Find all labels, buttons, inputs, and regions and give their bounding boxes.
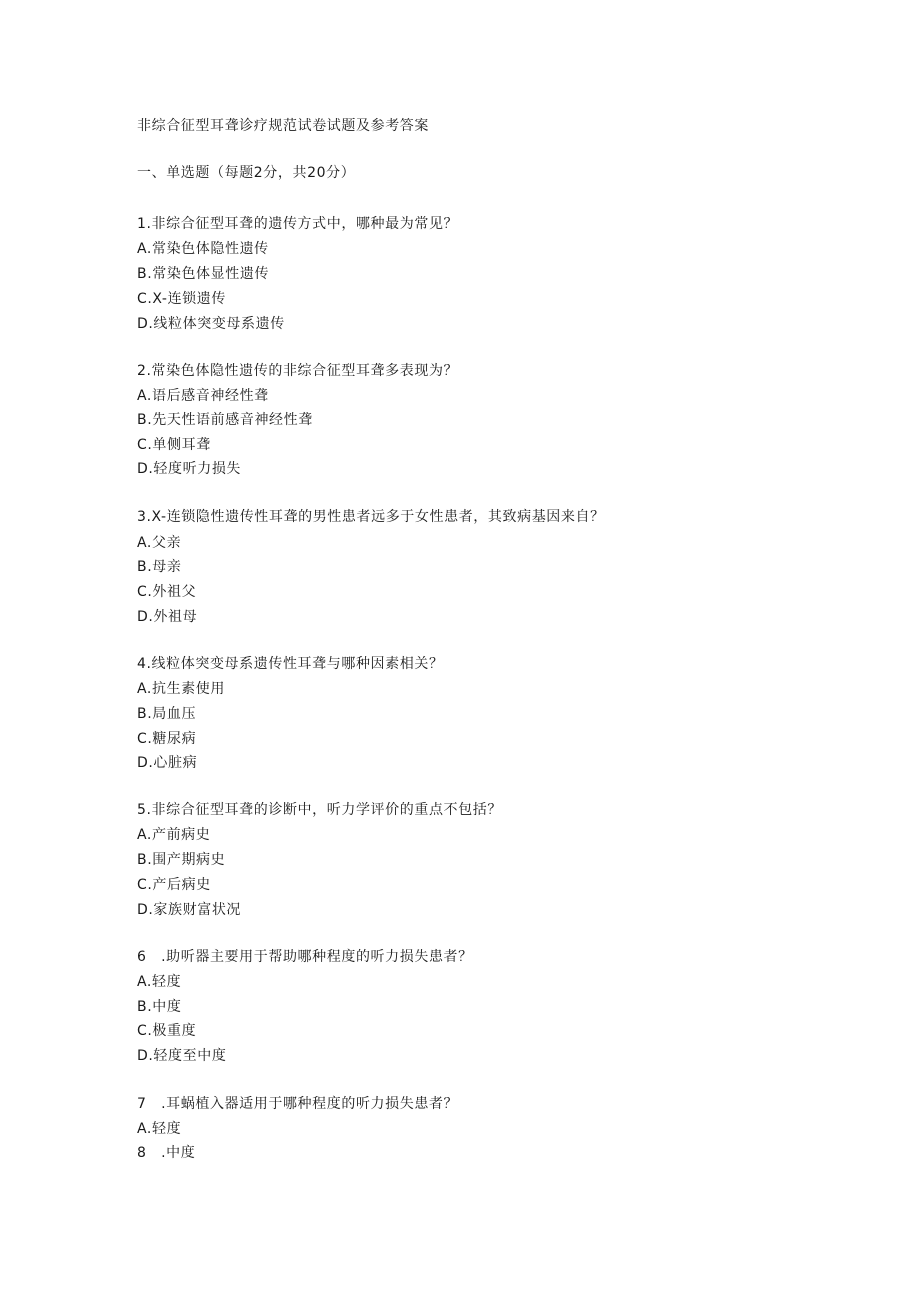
question-4-option-b: B.局血压 — [137, 706, 197, 722]
question-6-option-d: D.轻度至中度 — [137, 1048, 227, 1064]
question-3-option-a: A.父亲 — [137, 535, 182, 551]
question-1-stem: 1.非综合征型耳聋的遗传方式中，哪种最为常见？ — [137, 216, 459, 232]
question-2-option-c: C.单侧耳聋 — [137, 437, 211, 453]
document-title: 非综合征型耳聋诊疗规范试卷试题及参考答案 — [137, 118, 429, 134]
question-4-option-d: D.心脏病 — [137, 755, 198, 771]
question-3-stem: 3.X-连锁隐性遗传性耳聋的男性患者远多于女性患者，其致病基因来自？ — [137, 509, 605, 525]
question-5-option-b: B.围产期病史 — [137, 852, 226, 868]
question-6-option-c: C.极重度 — [137, 1023, 197, 1039]
question-1-option-b: B.常染色体显性遗传 — [137, 266, 270, 282]
question-5-option-a: A.产前病史 — [137, 827, 211, 843]
question-3-option-c: C.外祖父 — [137, 584, 197, 600]
question-4-option-a: A.抗生素使用 — [137, 681, 225, 697]
question-1-option-d: D.线粒体突变母系遗传 — [137, 316, 285, 332]
question-6-stem: 6 .助听器主要用于帮助哪种程度的听力损失患者？ — [137, 949, 473, 965]
question-4-stem: 4.线粒体突变母系遗传性耳聋与哪种因素相关？ — [137, 656, 444, 672]
question-6-option-b: B.中度 — [137, 999, 182, 1015]
question-2-option-b: B.先天性语前感音神经性聋 — [137, 412, 313, 428]
question-3-option-d: D.外祖母 — [137, 609, 198, 625]
section-heading: 一、单选题（每题2分，共20分） — [137, 165, 356, 181]
question-1-option-c: C.X-连锁遗传 — [137, 291, 226, 307]
question-7-option-a: A.轻度 — [137, 1121, 182, 1137]
question-5-option-d: D.家族财富状况 — [137, 902, 242, 918]
question-2-stem: 2.常染色体隐性遗传的非综合征型耳聋多表现为？ — [137, 363, 459, 379]
question-7-option-b: 8 .中度 — [137, 1145, 196, 1161]
question-5-stem: 5.非综合征型耳聋的诊断中，听力学评价的重点不包括？ — [137, 802, 502, 818]
question-2-option-d: D.轻度听力损失 — [137, 461, 242, 477]
question-5-option-c: C.产后病史 — [137, 877, 211, 893]
question-1-option-a: A.常染色体隐性遗传 — [137, 241, 269, 257]
question-3-option-b: B.母亲 — [137, 559, 182, 575]
question-2-option-a: A.语后感音神经性聋 — [137, 388, 269, 404]
question-6-option-a: A.轻度 — [137, 974, 182, 990]
question-7-stem: 7 .耳蜗植入器适用于哪种程度的听力损失患者？ — [137, 1096, 459, 1112]
question-4-option-c: C.糖尿病 — [137, 731, 197, 747]
